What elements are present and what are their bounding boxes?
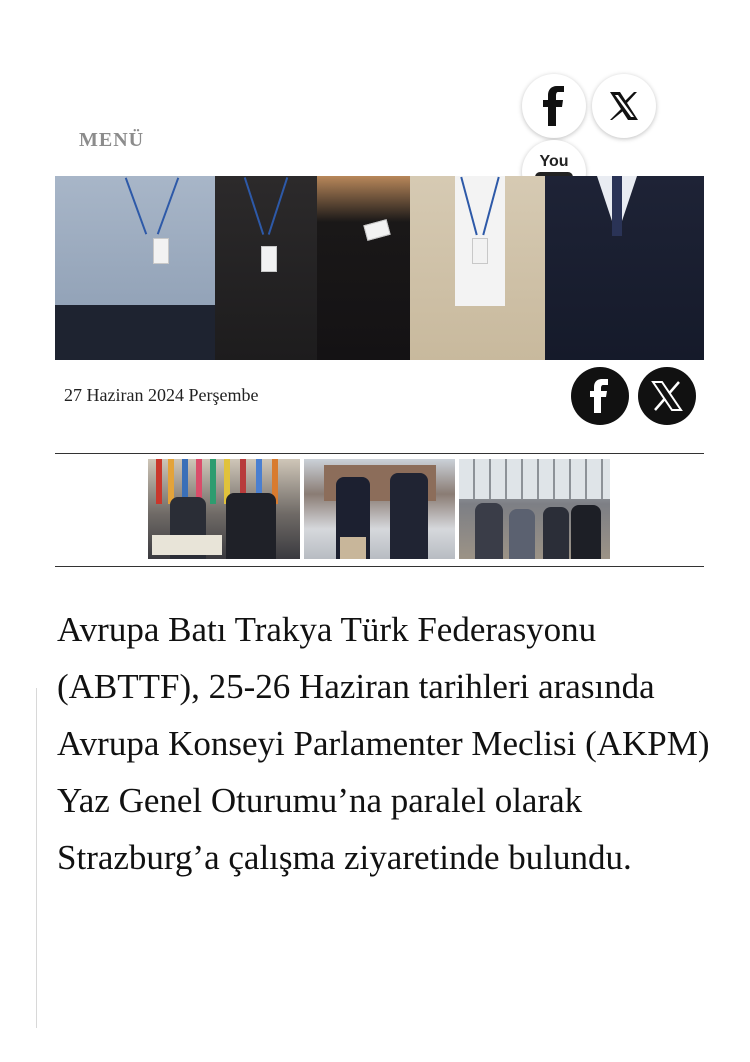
hero-photo bbox=[55, 176, 704, 360]
x-icon bbox=[607, 89, 641, 123]
person-figure bbox=[226, 493, 276, 559]
x-link[interactable] bbox=[592, 74, 656, 138]
name-badge bbox=[261, 246, 277, 272]
menu-button[interactable]: MENÜ bbox=[79, 129, 145, 151]
name-badge bbox=[363, 219, 390, 241]
decor bbox=[210, 459, 216, 504]
gallery-thumbnail[interactable] bbox=[304, 459, 455, 559]
person-figure bbox=[410, 176, 550, 360]
trousers bbox=[340, 537, 366, 559]
x-icon bbox=[651, 380, 683, 412]
article-date: 27 Haziran 2024 Perşembe bbox=[64, 385, 259, 405]
lanyard bbox=[244, 177, 264, 235]
window bbox=[459, 459, 610, 499]
name-badge bbox=[472, 238, 488, 264]
gallery-thumbnail[interactable] bbox=[148, 459, 300, 559]
gallery-thumbnail[interactable] bbox=[459, 459, 610, 559]
papers bbox=[152, 535, 222, 555]
facebook-icon bbox=[541, 86, 567, 126]
person-figure bbox=[390, 473, 428, 559]
person-figure bbox=[545, 176, 704, 360]
person-figure bbox=[55, 176, 220, 360]
decor bbox=[156, 459, 162, 504]
lanyard bbox=[125, 177, 147, 234]
article-body bbox=[57, 601, 717, 886]
article-paragraph: Avrupa Batı Trakya Türk Federasyonu (ABTTF), 25-26 Haziran tarihleri arasında Avrupa Konseyi Parlamenter Meclisi (AKPM) Yaz Genel Oturumu’na paralel olarak Strazburg’a çalışma ziyaretinde bulundu. bbox=[57, 610, 710, 877]
divider bbox=[55, 566, 704, 567]
share-x-button[interactable] bbox=[638, 367, 696, 425]
lanyard bbox=[268, 177, 288, 235]
person-figure bbox=[571, 505, 601, 559]
person-figure bbox=[317, 176, 412, 360]
facebook-link[interactable] bbox=[522, 74, 586, 138]
person-figure bbox=[543, 507, 569, 559]
decorative-line bbox=[36, 688, 37, 1028]
name-badge bbox=[153, 238, 169, 264]
share-facebook-button[interactable] bbox=[571, 367, 629, 425]
facebook-icon bbox=[590, 379, 610, 413]
divider bbox=[55, 453, 704, 454]
lanyard bbox=[157, 177, 179, 234]
person-figure bbox=[475, 503, 503, 559]
youtube-you-text: You bbox=[539, 153, 569, 170]
tie bbox=[612, 176, 622, 236]
person-figure bbox=[509, 509, 535, 559]
